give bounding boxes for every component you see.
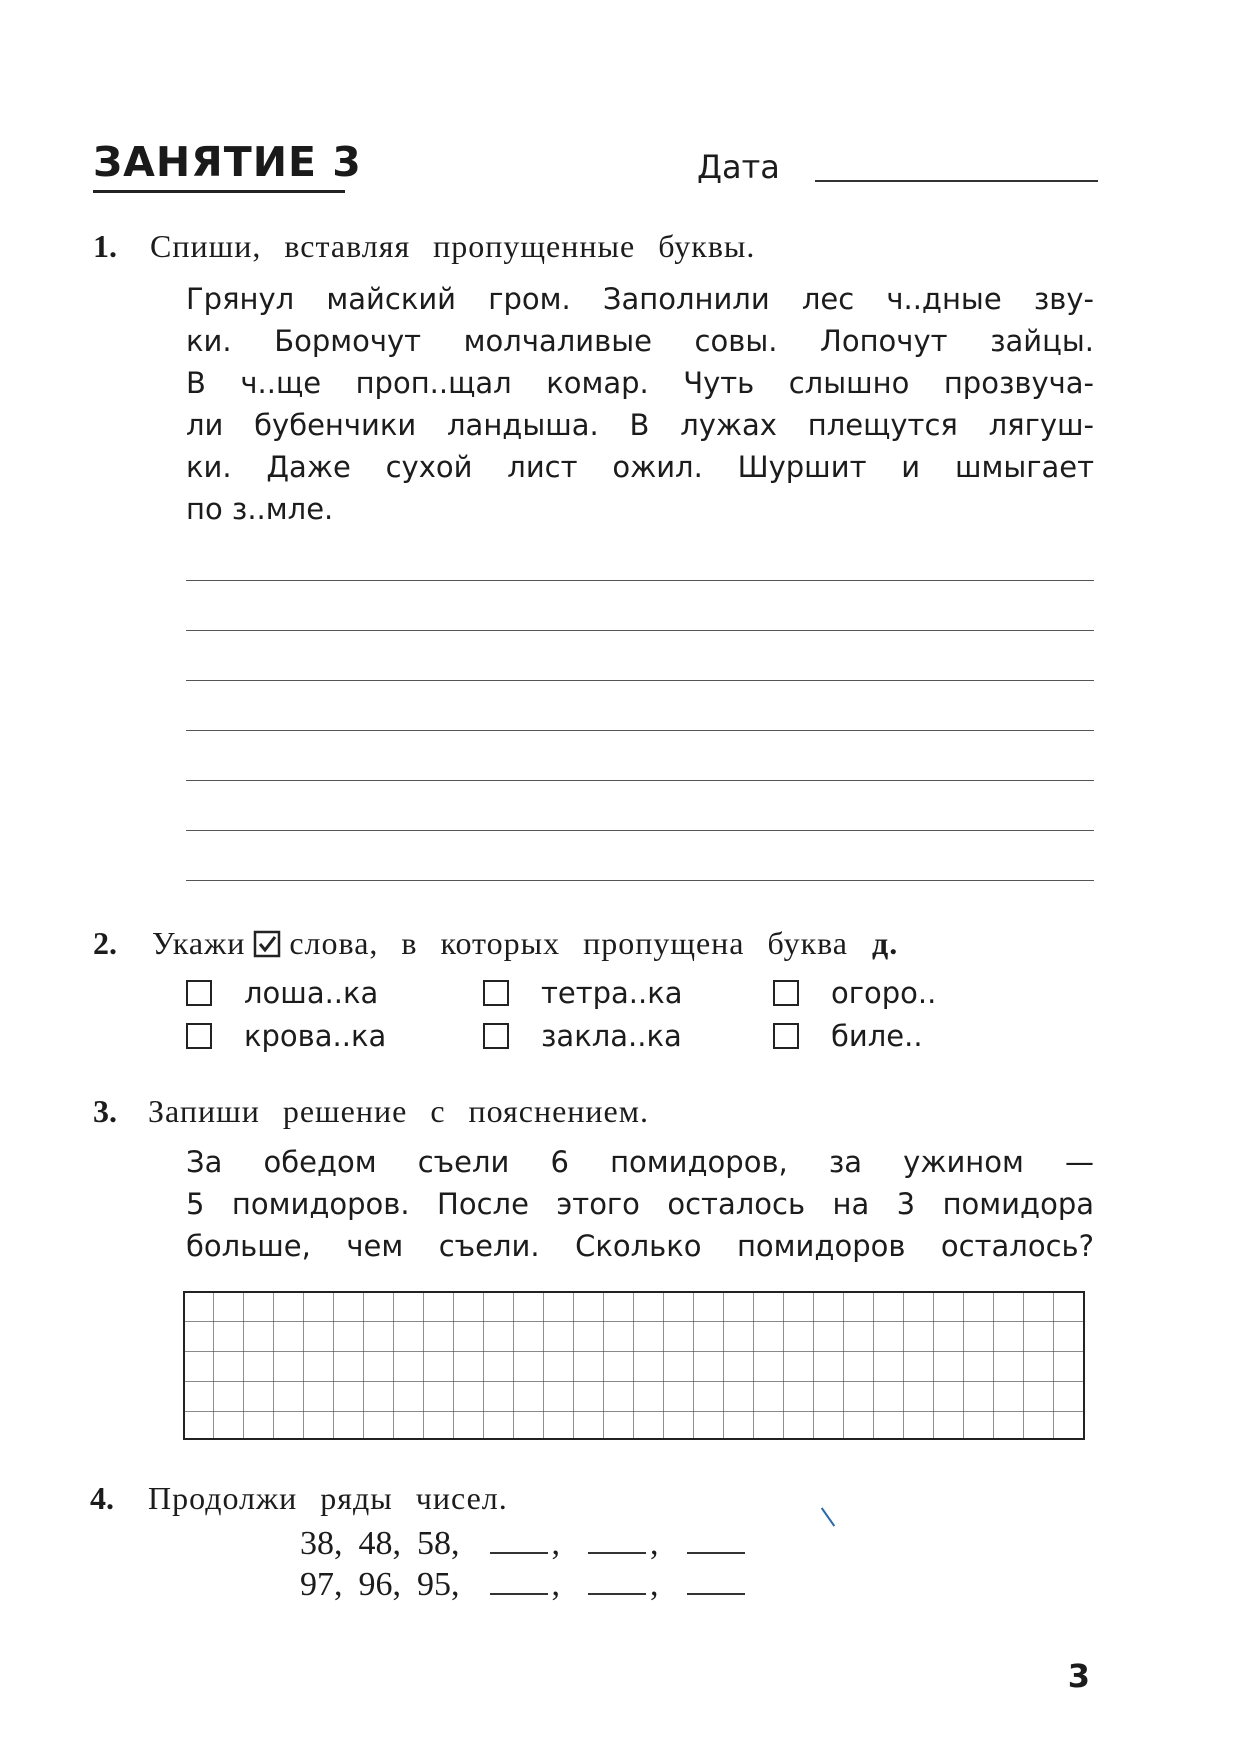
date-label: Дата (697, 148, 780, 186)
writing-line[interactable] (186, 580, 1094, 581)
task-1-text-line: ки. Даже сухой лист ожил. Шуршит и шмыгает (186, 450, 1094, 484)
number-value: 58, (417, 1525, 460, 1562)
checkbox[interactable] (186, 1023, 212, 1049)
checkbox[interactable] (773, 980, 799, 1006)
option-label: лоша..ка (244, 976, 379, 1010)
answer-blank[interactable] (490, 1528, 548, 1554)
checked-box-icon (253, 930, 281, 958)
number-row (300, 1566, 745, 1604)
writing-line[interactable] (186, 680, 1094, 681)
option-item[interactable] (773, 1019, 923, 1053)
task-2-instruction (152, 925, 898, 962)
option-label: крова..ка (244, 1019, 387, 1053)
answer-grid-svg (183, 1291, 1085, 1440)
task-3-text-line: За обедом съели 6 помидоров, за ужином — (186, 1145, 1094, 1179)
lesson-title: ЗАНЯТИЕ 3 (93, 138, 362, 186)
writing-line[interactable] (186, 880, 1094, 881)
option-item[interactable] (483, 976, 683, 1010)
task-3-instruction: Запиши решение с пояснением. (148, 1093, 649, 1129)
task-1-instruction: Спиши, вставляя пропущенные буквы. (150, 228, 756, 264)
task-1-text-line: В ч..ще проп..щал комар. Чуть слышно прозвуча- (186, 366, 1094, 400)
separator: , (551, 1525, 560, 1562)
writing-line[interactable] (186, 830, 1094, 831)
checkbox[interactable] (483, 980, 509, 1006)
answer-blank[interactable] (588, 1528, 646, 1554)
option-item[interactable] (773, 976, 936, 1010)
pen-mark (821, 1507, 835, 1526)
number-value: 95, (417, 1566, 460, 1603)
task-4-number: 4. (90, 1480, 114, 1516)
number-value: 48, (358, 1525, 401, 1562)
task-2-letter: д. (872, 925, 899, 961)
task-3-text-line: больше, чем съели. Сколько помидоров осталось? (186, 1229, 1094, 1263)
separator: , (650, 1525, 659, 1562)
task-4-instruction: Продолжи ряды чисел. (148, 1480, 508, 1516)
task-3-text-line: 5 помидоров. После этого осталось на 3 помидора (186, 1187, 1094, 1221)
answer-blank[interactable] (588, 1569, 646, 1595)
checkbox[interactable] (483, 1023, 509, 1049)
separator: , (650, 1566, 659, 1603)
answer-grid[interactable] (183, 1291, 1085, 1440)
answer-blank[interactable] (687, 1528, 745, 1554)
option-item[interactable] (186, 1019, 386, 1053)
writing-line[interactable] (186, 780, 1094, 781)
number-value: 96, (358, 1566, 401, 1603)
option-item[interactable] (186, 976, 378, 1010)
task-1-text-line: по з..мле. (186, 492, 334, 526)
task-3-number: 3. (93, 1093, 117, 1129)
date-input-line[interactable] (815, 180, 1098, 182)
answer-blank[interactable] (687, 1569, 745, 1595)
checkbox[interactable] (773, 1023, 799, 1049)
task-1-number: 1. (93, 228, 117, 264)
task-1-text-line: ли бубенчики ландыша. В лужах плещутся лягуш- (186, 408, 1094, 442)
number-row (300, 1525, 745, 1563)
option-item[interactable] (483, 1019, 682, 1053)
option-label: тетра..ка (541, 976, 683, 1010)
task-2-instruction-after: слова, в которых пропущена буква (289, 925, 848, 961)
option-label: закла..ка (541, 1019, 682, 1053)
writing-line[interactable] (186, 630, 1094, 631)
option-label: биле.. (831, 1019, 923, 1053)
task-2-instruction-before: Укажи (152, 925, 246, 961)
separator: , (551, 1566, 560, 1603)
task-1-text-line: ки. Бормочут молчаливые совы. Лопочут зайцы. (186, 324, 1094, 358)
task-2-number: 2. (93, 925, 117, 961)
checkbox[interactable] (186, 980, 212, 1006)
answer-blank[interactable] (490, 1569, 548, 1595)
title-underline (93, 190, 345, 193)
option-label: огоро.. (831, 976, 937, 1010)
number-value: 38, (300, 1525, 343, 1562)
task-1-text-line: Грянул майский гром. Заполнили лес ч..дные зву- (186, 282, 1094, 316)
page-number: 3 (1067, 1657, 1090, 1695)
number-value: 97, (300, 1566, 343, 1603)
writing-line[interactable] (186, 730, 1094, 731)
